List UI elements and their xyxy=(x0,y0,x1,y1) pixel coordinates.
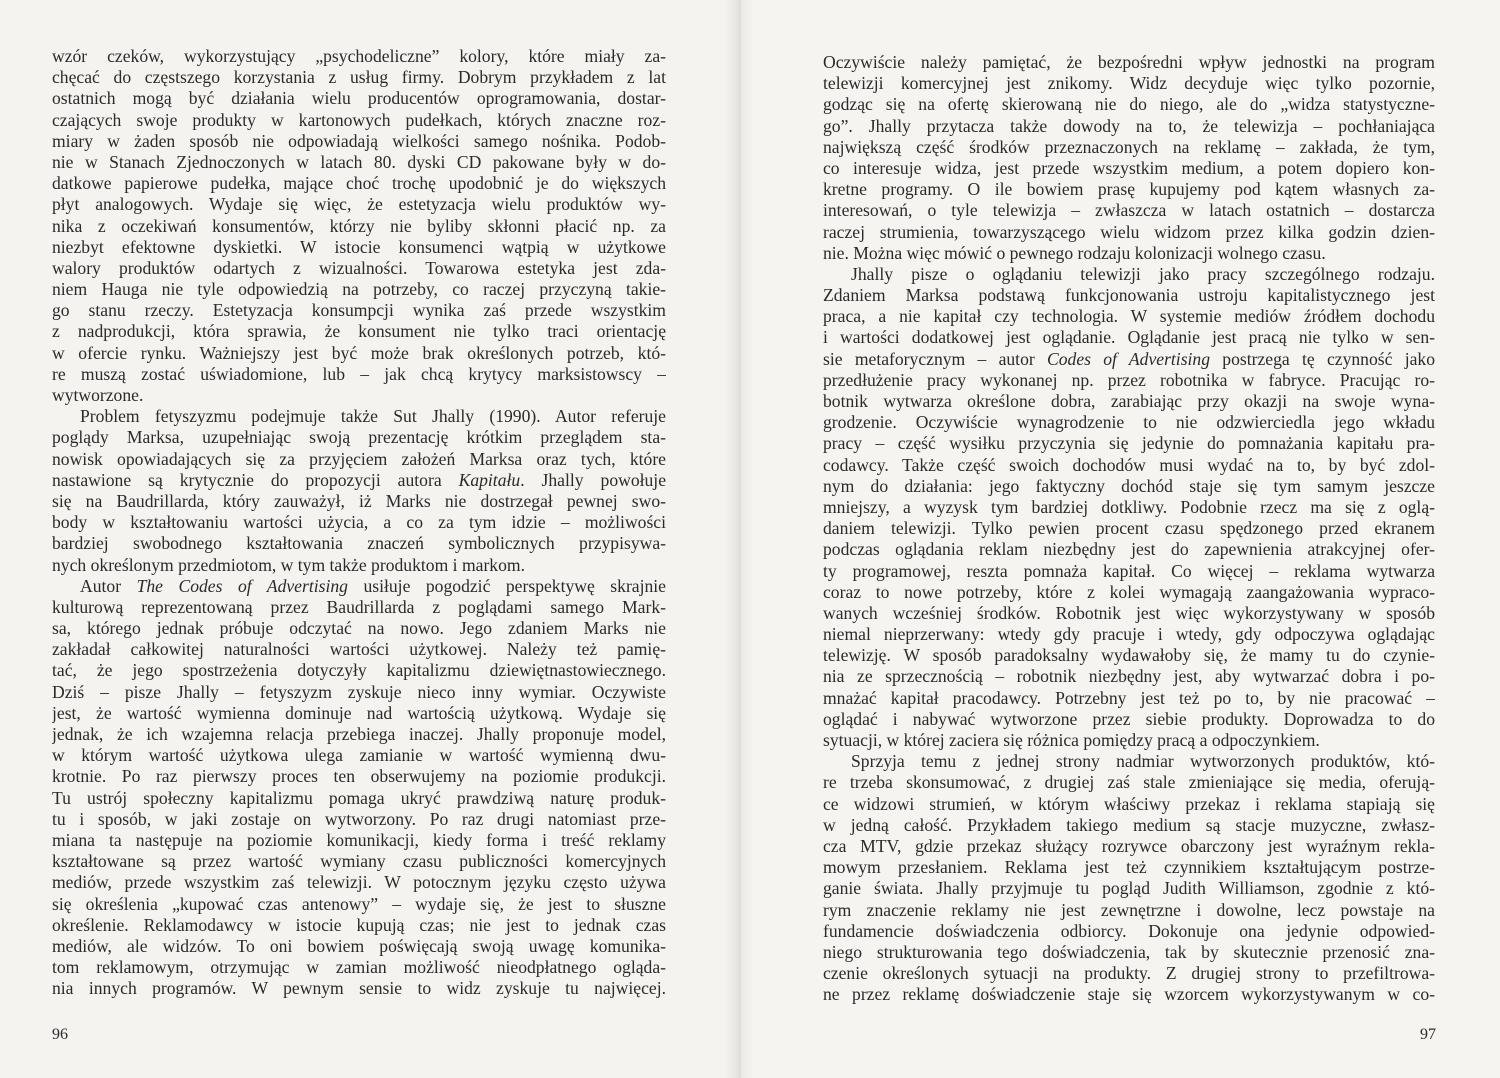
text-line-run: nowisk opowiadających się za przyjęciem założeń Marksa oraz tych, które xyxy=(52,448,666,469)
left-page xyxy=(0,0,738,1078)
text-line xyxy=(52,936,666,957)
text-line xyxy=(52,470,666,491)
text-line-run: re trzeba skonsumować, z drugiej zaś stale zmieniające się media, oferują- xyxy=(823,772,1435,793)
text-line-run: niego strukturowania tego doświadczenia, tak by skutecznie przenosić zna- xyxy=(823,941,1435,962)
text-line-run: usiłuje pogodzić perspektywę skrajnie xyxy=(347,575,666,596)
text-line-run: sytuacji, w której zaciera się różnica pomiędzy pracą a odpoczynkiem. xyxy=(823,730,1320,750)
text-line xyxy=(52,872,666,893)
text-line-run: godząc się na ofertę skierowaną nie do niego, ale do „widza statystyczne- xyxy=(823,94,1435,115)
text-line-run: Problem fetyszyzmu podejmuje także Sut Jhally (1990). Autor referuje xyxy=(80,406,666,427)
text-line-run: Oczywiście należy pamiętać, że bezpośredni wpływ jednostki na program xyxy=(823,52,1435,72)
text-line-run: oglądać i nabywać wytworzone przez siebie produkty. Doprowadza to do xyxy=(823,708,1435,729)
text-line-run: rym znaczenie reklamy nie jest zewnętrzne i dowolne, lecz powstaje na xyxy=(823,899,1435,920)
text-line-run: ce widzowi strumień, w którym właściwy przekaz i reklama stapiają się xyxy=(823,793,1435,814)
text-line xyxy=(823,222,1435,243)
text-line-run: Tu ustrój społeczny kapitalizmu pomaga ukryć prawdziwą naturę produk- xyxy=(52,787,666,808)
text-line-run: mediów, przede wszystkim zaś telewizji. W potocznym języku często używa xyxy=(52,872,666,893)
text-line xyxy=(52,321,666,342)
text-line xyxy=(52,788,666,809)
text-line-run: ne przez reklamę doświadczenie staje się wzorcem wykorzystywanym w co- xyxy=(823,984,1435,1005)
text-line xyxy=(823,539,1435,560)
text-line xyxy=(52,449,666,470)
text-line xyxy=(52,427,666,448)
text-line xyxy=(823,285,1435,306)
text-line xyxy=(823,476,1435,497)
text-line xyxy=(823,582,1435,603)
text-line-run: nia ze sprzecznością – robotnik niezbędny jest, aby wytwarzać dobra i po- xyxy=(823,666,1435,687)
text-line-run: codawcy. Także część swoich dochodów musi wydać na to, by być zdol- xyxy=(823,454,1435,475)
text-line-run: kulturową reprezentowaną przez Baudrillarda z poglądami samego Mark- xyxy=(52,596,666,617)
text-line xyxy=(823,794,1435,815)
text-line-run: co interesuje widza, jest przede wszystkim medium, a potem dopiero kon- xyxy=(823,157,1435,178)
text-line-run: ty programowej, reszta pomnaża kapitał. Co więcej – reklama wytwarza xyxy=(823,560,1435,581)
text-line xyxy=(823,603,1435,624)
text-line-run: określenie. Reklamodawcy w istocie kupują czas; nie jest to jednak czas xyxy=(52,914,666,935)
text-line-run: wytworzone. xyxy=(52,385,144,405)
text-line-run: z nadprodukcji, która sprawia, że konsument nie tylko traci orientację xyxy=(52,321,666,342)
text-line-run: w którym wartość użytkowa ulega zamianie w wartość wymienną dwu- xyxy=(52,745,666,766)
text-line-run: się określenia „kupować czas antenowy” – wydaje się, że jest to słuszne xyxy=(52,893,666,914)
text-line-run: nia innych programów. W pewnym sensie to widz zyskuje tu najwięcej. xyxy=(52,978,666,999)
text-line-run: ganie świata. Jhally przyjmuje tu pogląd Judith Williamson, zgodnie z któ- xyxy=(823,878,1435,899)
italic-title: Codes of Advertising xyxy=(1047,348,1211,369)
text-line-run: płyt analogowych. Wydaje się więc, że estetyzacja wielu produktów wy- xyxy=(52,194,666,215)
text-line-run: niemal nieprzerwany: wtedy gdy pracuje i wtedy, gdy odpoczywa oglądając xyxy=(823,624,1435,645)
text-line xyxy=(823,455,1435,476)
text-line-run: wzór czeków, wykorzystujący „psychodeliczne” kolory, które miały za- xyxy=(52,46,666,66)
text-line-run: nych określonym przedmiotom, w tym także produktom i markom. xyxy=(52,554,525,575)
text-line-run: daniem telewizji. Tylko pewien procent czasu spędzonego przed ekranem xyxy=(823,518,1435,539)
text-line xyxy=(52,491,666,512)
right-page-number: 97 xyxy=(1420,1026,1436,1043)
text-line-run: Zdaniem Marksa podstawą funkcjonowania ustroju kapitalistycznego jest xyxy=(823,285,1435,306)
text-line xyxy=(823,518,1435,539)
text-line xyxy=(823,370,1435,391)
text-line xyxy=(52,660,666,681)
text-line-run: niezbyt efektowne dyskietki. W istocie konsumenci wątpią w użytkowe xyxy=(52,236,666,257)
text-line xyxy=(52,385,666,406)
text-line-run: nika z oczekiwań konsumentów, którzy nie byliby skłonni płacić np. za xyxy=(52,215,666,236)
text-line xyxy=(823,624,1435,645)
text-line xyxy=(823,412,1435,433)
text-line xyxy=(823,137,1435,158)
text-line xyxy=(52,173,666,194)
text-line xyxy=(823,94,1435,115)
text-line xyxy=(823,645,1435,666)
text-line xyxy=(823,772,1435,793)
text-line xyxy=(823,264,1435,285)
right-page xyxy=(738,0,1500,1078)
text-line xyxy=(823,243,1435,264)
text-line-run: czenie określonych sytuacji na produkty. Z drugiej strony to przefiltrowa- xyxy=(823,963,1435,984)
text-line xyxy=(823,52,1435,73)
text-line xyxy=(823,73,1435,94)
text-line xyxy=(52,555,666,576)
text-line xyxy=(823,900,1435,921)
text-line-run: grodzenie. Oczywiście wynagrodzenie to nie odzwierciedla jego wkładu xyxy=(823,412,1435,433)
text-line-run: Sprzyja temu z jednej strony nadmiar wytworzonych produktów, któ- xyxy=(851,751,1435,772)
left-page-number: 96 xyxy=(52,1026,68,1043)
text-line-run: datkowe papierowe pudełka, mające choć trochę upodobnić je do większych xyxy=(52,173,666,194)
italic-title: The Codes of Advertising xyxy=(136,575,348,596)
text-line-run: krotnie. Po raz pierwszy proces ten obserwujemy na poziomie produkcji. xyxy=(52,766,666,787)
text-line-run: praca, a nie kapitał czy technologia. W systemie mediów źródłem dochodu xyxy=(823,306,1435,327)
text-line-run: wanych wcześniej środków. Robotnik jest więc wykorzystywany w sposób xyxy=(823,602,1435,623)
text-line xyxy=(52,258,666,279)
text-line xyxy=(52,237,666,258)
text-line-run: w jedną całość. Przykładem takiego medium są stacje muzyczne, zwłasz- xyxy=(823,814,1435,835)
text-line xyxy=(823,836,1435,857)
text-line-run: botnik wytwarza określone dobra, zarabiając przy okazji na swoje wyna- xyxy=(823,391,1435,411)
text-line-run: Autor xyxy=(80,575,137,596)
text-line-run: bardziej swobodnego kształtowania znaczeń symbolicznych przypisywa- xyxy=(52,533,666,554)
book-gutter xyxy=(724,0,754,1078)
text-line-run: fundamencie doświadczenia odbiorcy. Dokonuje ona jedynie odpowied- xyxy=(823,920,1435,941)
text-line xyxy=(823,179,1435,200)
text-line xyxy=(823,349,1435,370)
text-line-run: telewizji komercyjnej jest znikomy. Widz decyduje więc tylko pozornie, xyxy=(823,73,1435,94)
text-line xyxy=(52,110,666,131)
text-line xyxy=(52,194,666,215)
text-line-run: miary w żaden sposób nie odpowiadają wielkości samego nośnika. Podob- xyxy=(52,130,666,151)
text-line-run: największą część środków przeznaczonych na reklamę – zakłada, że tym, xyxy=(823,136,1435,157)
text-line xyxy=(52,978,666,999)
text-line xyxy=(823,751,1435,772)
right-page-body xyxy=(823,52,1435,1005)
text-line xyxy=(52,724,666,745)
text-line xyxy=(823,666,1435,687)
text-line xyxy=(823,306,1435,327)
text-line xyxy=(52,279,666,300)
text-line-run: interesowań, o tyle telewizja – zwłaszcza w latach ostatnich – dostarcza xyxy=(823,200,1435,221)
text-line xyxy=(823,709,1435,730)
text-line xyxy=(52,766,666,787)
text-line xyxy=(52,300,666,321)
text-line xyxy=(52,703,666,724)
text-line xyxy=(823,878,1435,899)
text-line-run: poglądy Marksa, uzupełniając swoją prezentację krótkim przeglądem sta- xyxy=(52,427,666,448)
left-page-body xyxy=(52,46,666,999)
text-line xyxy=(52,131,666,152)
text-line-run: miana ta następuje na poziomie komunikacji, kiedy forma i treść reklamy xyxy=(52,829,666,850)
text-line-run: mowym przesłaniem. Reklama jest też czynnikiem kształtującym postrze- xyxy=(823,857,1435,878)
text-line xyxy=(823,200,1435,221)
text-line xyxy=(52,152,666,173)
text-line-run: Jhally pisze o oglądaniu telewizji jako pracy szczególnego rodzaju. xyxy=(851,263,1435,284)
text-line xyxy=(52,639,666,660)
text-line-run: tu i sposób, w jaki zostaje on wytworzony. Po raz drugi natomiast prze- xyxy=(52,808,666,829)
text-line-run: tom reklamowym, otrzymując w zamian możliwość nieodpłatnego ogląda- xyxy=(52,957,666,978)
text-line xyxy=(52,682,666,703)
text-line xyxy=(52,46,666,67)
text-line xyxy=(823,497,1435,518)
text-line-run: postrzega tę czynność jako xyxy=(1210,348,1435,369)
text-line-run: walory produktów odartych z wizualności. Towarowa estetyka jest zda- xyxy=(52,257,666,278)
text-line-run: ostatnich mogą być działania wielu producentów oprogramowania, dostar- xyxy=(52,88,666,109)
text-line-run: go”. Jhally przytacza także dowody na to, że telewizja – pochłaniająca xyxy=(823,115,1435,136)
text-line-run: mediów, ale widzów. To oni bowiem poświęcają swoją uwagę komunika- xyxy=(52,935,666,956)
text-line-run: pracy – część wysiłku przyczynia się jedynie do pomnażania kapitału pra- xyxy=(823,433,1435,454)
text-line-run: podczas oglądania reklam niezbędny jest do zapewnienia atrakcyjnej ofer- xyxy=(823,539,1435,560)
text-line-run: nie w Stanach Zjednoczonych w latach 80. dyski CD pakowane były w do- xyxy=(52,151,666,172)
text-line xyxy=(823,942,1435,963)
text-line-run: mnażać kapitał pracodawcy. Potrzebny jest też po to, by nie pracować – xyxy=(823,687,1435,708)
text-line xyxy=(52,894,666,915)
text-line xyxy=(52,957,666,978)
text-line xyxy=(52,745,666,766)
text-line xyxy=(52,216,666,237)
text-line-run: niem Hauga nie tyle odpowiedzią na potrzeby, co raczej przyczyną takie- xyxy=(52,279,666,300)
text-line xyxy=(52,67,666,88)
text-line-run: raczej strumienia, towarzyszącego wielu widzom przez kilka godzin dzien- xyxy=(823,221,1435,242)
text-line-run: kretne programy. O ile bowiem prasę kupujemy pod kątem własnych za- xyxy=(823,179,1435,200)
text-line-run: kształtowane są przez wartość wymiany czasu publiczności komercyjnych xyxy=(52,851,666,872)
text-line xyxy=(823,730,1435,751)
text-line xyxy=(823,561,1435,582)
text-line xyxy=(52,915,666,936)
text-line xyxy=(52,343,666,364)
text-line xyxy=(52,830,666,851)
text-line-run: re muszą zostać uświadomione, lub – jak chcą krytycy marksistowscy – xyxy=(52,363,666,384)
text-line-run: cza MTV, gdzie przekaz służący rozrywce obarczony jest wyraźnym rekla- xyxy=(823,835,1435,856)
text-line xyxy=(52,597,666,618)
text-line-run: chęcać do częstszego korzystania z usług firmy. Dobrym przykładem z lat xyxy=(52,67,666,88)
text-line-run: Dziś – pisze Jhally – fetyszyzm zyskuje nieco inny wymiar. Oczywiste xyxy=(52,681,666,702)
text-line xyxy=(823,158,1435,179)
text-line xyxy=(52,406,666,427)
text-line xyxy=(823,391,1435,412)
text-line-run: się na Baudrillarda, który zauważył, iż Marks nie dostrzegał pewnej swo- xyxy=(52,490,666,511)
text-line xyxy=(52,809,666,830)
text-line-run: tać, że jego spostrzeżenia dotyczyły kapitalizmu dziewiętnastowiecznego. xyxy=(52,660,666,681)
text-line xyxy=(823,815,1435,836)
text-line-run: czających swoje produkty w kartonowych pudełkach, których znaczne roz- xyxy=(52,109,666,130)
text-line-run: sie metaforycznym – autor xyxy=(823,348,1047,369)
text-line xyxy=(52,364,666,385)
text-line xyxy=(52,618,666,639)
text-line-run: zakładał całkowitej naturalności wartości użytkowej. Należy też pamię- xyxy=(52,639,666,660)
text-line-run: jednak, że ich wzajemna relacja przebiega inaczej. Jhally proponuje model, xyxy=(52,724,666,744)
text-line-run: . Jhally powołuje xyxy=(520,469,666,490)
text-line-run: jest, że wartość wymienna dominuje nad wartością użytkową. Wydaje się xyxy=(52,702,666,723)
text-line-run: nie. Można więc mówić o pewnego rodzaju kolonizacji wolnego czasu. xyxy=(823,242,1326,263)
italic-title: Kapitału xyxy=(458,469,521,490)
text-line xyxy=(52,512,666,533)
text-line-run: przedłużenie pracy wykonanej np. przez robotnika w fabryce. Pracując ro- xyxy=(823,369,1435,390)
text-line-run: w ofercie rynku. Ważniejszy jest być może brak określonych potrzeb, któ- xyxy=(52,342,666,363)
text-line xyxy=(823,921,1435,942)
text-line xyxy=(823,857,1435,878)
text-line-run: sa, którego jednak próbuje odczytać na nowo. Jego zdaniem Marks nie xyxy=(52,618,666,639)
text-line xyxy=(52,533,666,554)
text-line-run: body w kształtowaniu wartości użycia, a co za tym idzie – możliwości xyxy=(52,512,666,533)
text-line xyxy=(823,433,1435,454)
text-line xyxy=(823,688,1435,709)
text-line-run: mniejszy, a wyzysk tym bardziej dotkliwy. Podobnie rzecz ma się z oglą- xyxy=(823,496,1435,517)
text-line xyxy=(52,851,666,872)
text-line xyxy=(52,88,666,109)
text-line-run: i wartości dodatkowej jest oglądanie. Oglądanie jest pracą nie tylko w sen- xyxy=(823,327,1435,348)
text-line-run: coraz to nowe potrzeby, które z kolei wymagają zaangażowania wypraco- xyxy=(823,581,1435,602)
text-line-run: telewizję. W sposób paradoksalny wydawałoby się, że mamy tu do czynie- xyxy=(823,645,1435,666)
text-line xyxy=(823,984,1435,1005)
text-line-run: nym do działania: jego faktyczny dochód staje się tym samym jeszcze xyxy=(823,475,1435,496)
text-line xyxy=(823,116,1435,137)
text-line xyxy=(823,327,1435,348)
text-line xyxy=(823,963,1435,984)
text-line-run: go stanu rzeczy. Estetyzacja konsumpcji wynika zaś przede wszystkim xyxy=(52,300,666,321)
text-line xyxy=(52,576,666,597)
text-line-run: nastawione są krytycznie do propozycji autora xyxy=(52,469,459,490)
